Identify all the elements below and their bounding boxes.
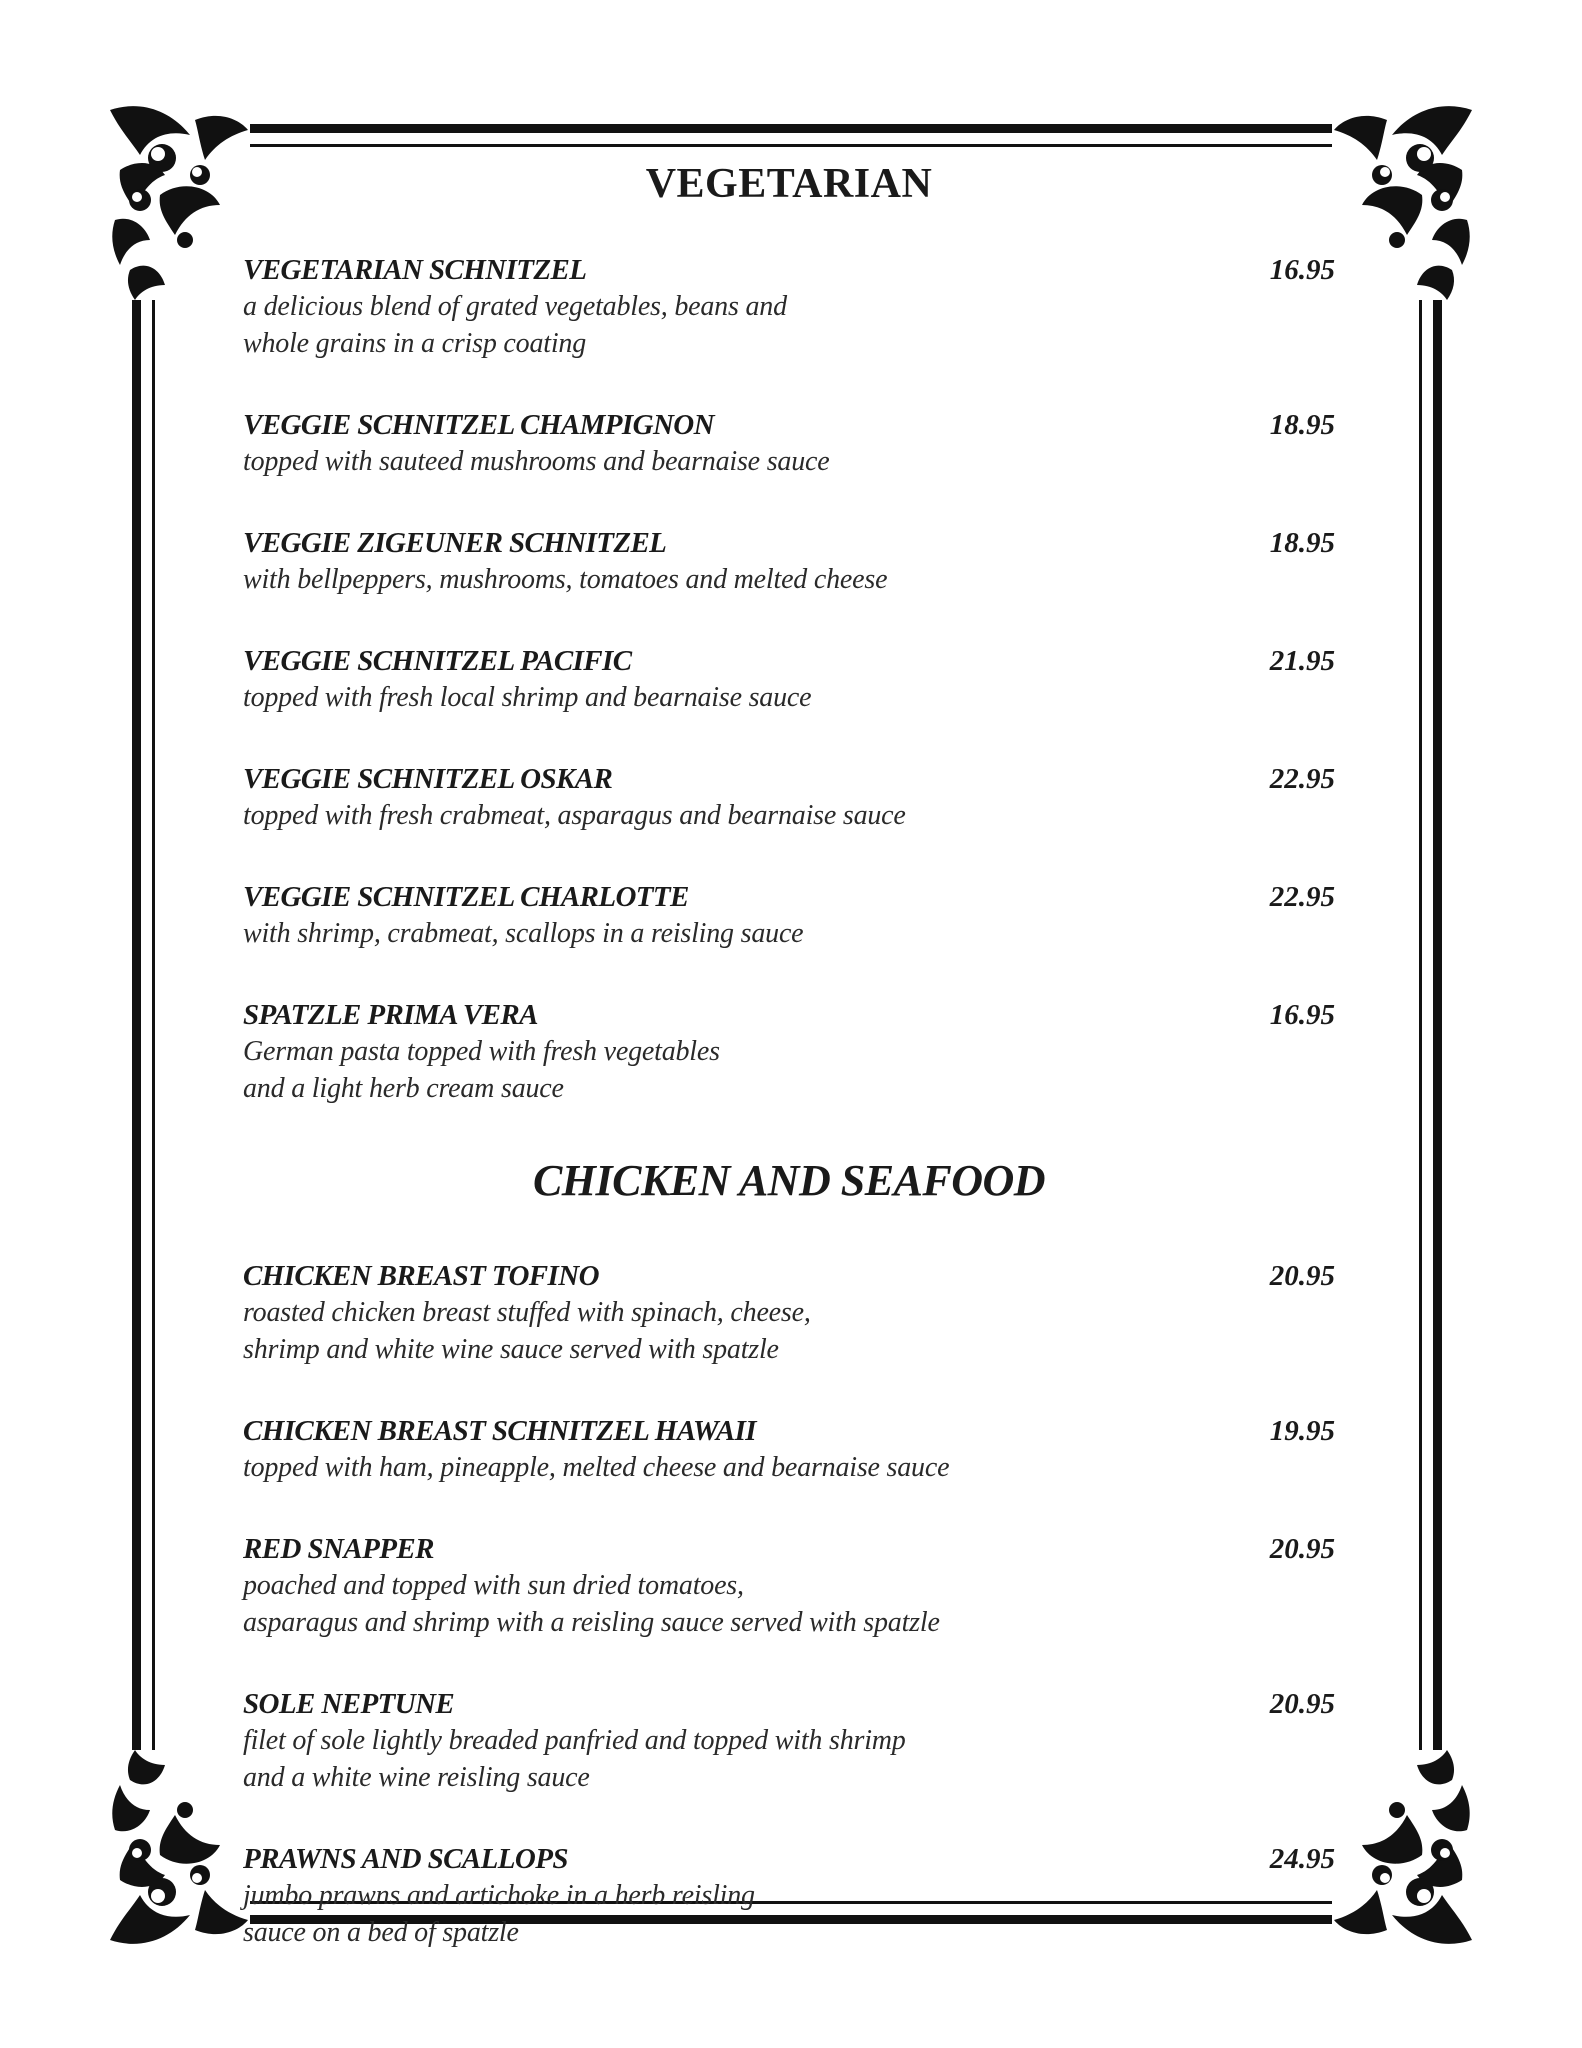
item-description: a delicious blend of grated vegetables, beans and whole grains in a crisp coating (243, 291, 787, 359)
menu-item (243, 1413, 1335, 1486)
item-description: topped with sauteed mushrooms and bearnaise sauce (243, 446, 830, 477)
item-name: CHICKEN BREAST SCHNITZEL HAWAII (243, 1415, 756, 1447)
section-title-chicken-and-seafood: CHICKEN AND SEAFOOD (532, 1156, 1046, 1205)
menu-item (243, 252, 1335, 362)
menu-item (243, 643, 1335, 716)
item-description: with shrimp, crabmeat, scallops in a reisling sauce (243, 918, 804, 949)
item-name: CHICKEN BREAST TOFINO (243, 1260, 599, 1292)
item-price: 22.95 (1269, 763, 1335, 795)
floral-corner-ornament-icon (100, 100, 250, 300)
item-price: 18.95 (1269, 409, 1335, 441)
item-price: 20.95 (1269, 1688, 1335, 1720)
item-name: RED SNAPPER (243, 1533, 434, 1565)
menu-item (243, 1841, 1335, 1951)
item-price: 20.95 (1269, 1260, 1335, 1292)
item-name: PRAWNS AND SCALLOPS (243, 1843, 568, 1875)
menu-item (243, 761, 1335, 834)
item-name: VEGGIE SCHNITZEL OSKAR (243, 763, 613, 795)
item-price: 20.95 (1269, 1533, 1335, 1565)
floral-corner-ornament-icon (100, 1750, 250, 1950)
item-price: 16.95 (1269, 254, 1335, 286)
item-description: poached and topped with sun dried tomatoes, asparagus and shrimp with a reisling sauce served with spatzle (243, 1570, 940, 1638)
item-price: 19.95 (1269, 1415, 1335, 1447)
item-description: German pasta topped with fresh vegetables and a light herb cream sauce (243, 1036, 720, 1104)
item-description: jumbo prawns and artichoke in a herb reisling sauce on a bed of spatzle (243, 1880, 755, 1948)
floral-corner-ornament-icon (1332, 1750, 1482, 1950)
menu-item (243, 1258, 1335, 1368)
item-description: filet of sole lightly breaded panfried and topped with shrimp and a white wine reisling sauce (243, 1725, 906, 1793)
menu-item (243, 1686, 1335, 1796)
menu-content (243, 160, 1335, 1996)
item-name: VEGGIE SCHNITZEL PACIFIC (243, 645, 632, 677)
item-price: 24.95 (1269, 1843, 1335, 1875)
item-description: topped with fresh crabmeat, asparagus and bearnaise sauce (243, 800, 906, 831)
item-price: 22.95 (1269, 881, 1335, 913)
item-description: roasted chicken breast stuffed with spinach, cheese, shrimp and white wine sauce served with spatzle (243, 1297, 811, 1365)
menu-item (243, 997, 1335, 1107)
item-name: VEGETARIAN SCHNITZEL (243, 254, 587, 286)
item-description: with bellpeppers, mushrooms, tomatoes and melted cheese (243, 564, 888, 595)
menu-item (243, 525, 1335, 598)
menu-item (243, 1531, 1335, 1641)
item-price: 21.95 (1269, 645, 1335, 677)
item-description: topped with fresh local shrimp and bearnaise sauce (243, 682, 812, 713)
section-title-vegetarian: VEGETARIAN (645, 161, 933, 207)
item-name: SPATZLE PRIMA VERA (243, 999, 538, 1031)
item-description: topped with ham, pineapple, melted cheese and bearnaise sauce (243, 1452, 950, 1483)
floral-corner-ornament-icon (1332, 100, 1482, 300)
menu-item (243, 879, 1335, 952)
item-price: 18.95 (1269, 527, 1335, 559)
item-name: VEGGIE ZIGEUNER SCHNITZEL (243, 527, 667, 559)
menu-item (243, 407, 1335, 480)
item-name: SOLE NEPTUNE (243, 1688, 455, 1720)
item-name: VEGGIE SCHNITZEL CHARLOTTE (243, 881, 689, 913)
item-price: 16.95 (1269, 999, 1335, 1031)
item-name: VEGGIE SCHNITZEL CHAMPIGNON (243, 409, 714, 441)
